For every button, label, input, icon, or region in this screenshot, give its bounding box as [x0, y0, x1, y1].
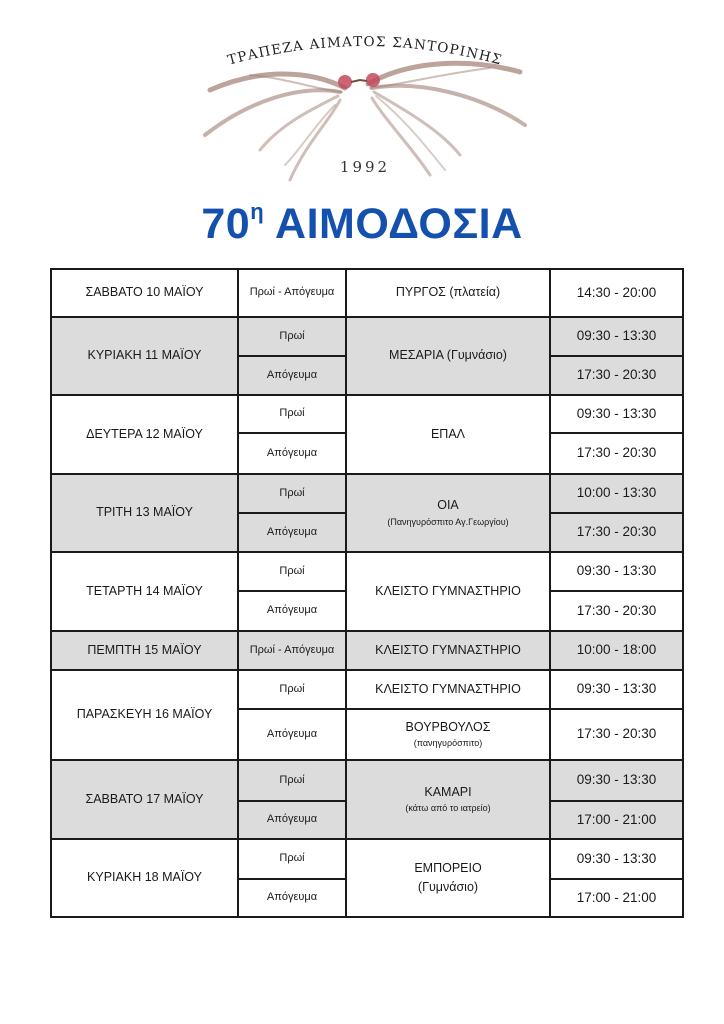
- time-cell: [549, 878, 684, 918]
- location-name: ΠΥΡΓΟΣ (πλατεία): [395, 285, 501, 300]
- location-cell: [345, 394, 551, 475]
- slot-cell: [237, 394, 347, 434]
- slot-label: Απόγευμα: [266, 525, 318, 538]
- slot-cell: [237, 708, 347, 761]
- slot-label: Πρωί: [279, 564, 305, 577]
- time-cell: [549, 708, 684, 761]
- slot-label: Απόγευμα: [266, 446, 318, 459]
- slot-cell: [237, 800, 347, 840]
- day-cell: [50, 838, 239, 918]
- day-cell: [50, 630, 239, 671]
- day-cell: [50, 759, 239, 840]
- logo-birds: [190, 30, 540, 195]
- location-name: ΟΙΑ: [437, 498, 459, 513]
- slot-cell: [237, 630, 347, 671]
- day-cell: [50, 551, 239, 632]
- time-label: 09:30 - 13:30: [576, 563, 657, 579]
- time-cell: [549, 512, 684, 553]
- slot-cell: [237, 512, 347, 553]
- day-label: ΠΕΜΠΤΗ 15 ΜΑΪΟΥ: [87, 642, 202, 657]
- location-cell: [345, 708, 551, 761]
- time-label: 17:30 - 20:30: [576, 726, 657, 742]
- time-cell: [549, 838, 684, 880]
- time-label: 17:30 - 20:30: [576, 445, 657, 461]
- time-cell: [549, 473, 684, 514]
- time-label: 17:00 - 21:00: [576, 811, 657, 827]
- slot-cell: [237, 838, 347, 880]
- day-label: ΠΑΡΑΣΚΕΥΗ 16 ΜΑΪΟΥ: [76, 707, 213, 722]
- day-label: ΔΕΥΤΕΡΑ 12 ΜΑΪΟΥ: [86, 426, 203, 441]
- location-cell: [345, 473, 551, 553]
- slot-cell: [237, 432, 347, 475]
- time-cell: [549, 432, 684, 475]
- slot-label: Απόγευμα: [266, 813, 318, 826]
- time-label: 17:30 - 20:30: [576, 524, 657, 540]
- day-label: ΤΕΤΑΡΤΗ 14 ΜΑΪΟΥ: [86, 583, 203, 598]
- time-cell: [549, 800, 684, 840]
- time-cell: [549, 394, 684, 434]
- time-cell: [549, 590, 684, 632]
- slot-cell: [237, 355, 347, 396]
- time-cell: [549, 355, 684, 396]
- bird-right-icon: [368, 63, 525, 175]
- time-label: 17:30 - 20:30: [576, 602, 657, 618]
- time-label: 09:30 - 13:30: [576, 681, 657, 697]
- slot-label: Πρωί - Απόγευμα: [249, 643, 335, 656]
- location-cell: [345, 551, 551, 632]
- slot-label: Πρωί: [279, 329, 305, 342]
- location-cell: [345, 630, 551, 671]
- time-label: 09:30 - 13:30: [576, 328, 657, 344]
- time-cell: [549, 268, 684, 318]
- day-label: ΚΥΡΙΑΚΗ 18 ΜΑΪΟΥ: [87, 870, 202, 885]
- day-cell: [50, 473, 239, 553]
- location-name: ΚΛΕΙΣΤΟ ΓΥΜΝΑΣΤΗΡΙΟ: [375, 681, 521, 696]
- location-name: ΚΛΕΙΣΤΟ ΓΥΜΝΑΣΤΗΡΙΟ: [375, 583, 521, 598]
- day-cell: [50, 316, 239, 396]
- location-name: ΕΠΑΛ: [430, 426, 466, 441]
- day-label: ΚΥΡΙΑΚΗ 11 ΜΑΪΟΥ: [87, 348, 202, 363]
- time-label: 09:30 - 13:30: [576, 772, 657, 788]
- location-note: (κάτω από το ιατρείο): [405, 803, 491, 814]
- time-label: 10:00 - 13:30: [576, 485, 657, 501]
- location-note: (πανηγυρόσπιτο): [413, 738, 483, 749]
- slot-cell: [237, 316, 347, 357]
- time-cell: [549, 630, 684, 671]
- day-cell: [50, 669, 239, 761]
- slot-cell: [237, 590, 347, 632]
- day-label: ΣΑΒΒΑΤΟ 17 ΜΑΪΟΥ: [85, 791, 204, 806]
- slot-label: Πρωί - Απόγευμα: [249, 286, 335, 299]
- time-label: 17:00 - 21:00: [576, 889, 657, 905]
- slot-label: Πρωί: [279, 486, 305, 499]
- time-label: 10:00 - 18:00: [576, 642, 657, 658]
- slot-cell: [237, 878, 347, 918]
- slot-label: Απόγευμα: [266, 727, 318, 740]
- page-title: $70^\eta$ ΑΙΜΟΔΟΣΙΑ: [201, 198, 523, 248]
- slot-cell: [237, 551, 347, 592]
- location-cell: [345, 316, 551, 396]
- time-cell: [549, 551, 684, 592]
- location-note: (Πανηγυρόσπιτο Αγ.Γεωργίου): [387, 516, 509, 527]
- location-note: (Γυμνάσιο): [417, 879, 479, 894]
- location-name: ΕΜΠΟΡΕΙΟ: [414, 860, 482, 875]
- time-label: 17:30 - 20:30: [576, 367, 657, 383]
- slot-label: Πρωί: [279, 407, 305, 420]
- location-name: ΒΟΥΡΒΟΥΛΟΣ: [405, 719, 491, 734]
- location-cell: [345, 759, 551, 840]
- slot-cell: [237, 268, 347, 318]
- time-cell: [549, 669, 684, 710]
- time-label: 09:30 - 13:30: [576, 405, 657, 421]
- slot-label: Απόγευμα: [266, 891, 318, 904]
- slot-cell: [237, 473, 347, 514]
- slot-label: Πρωί: [279, 773, 305, 786]
- location-cell: [345, 268, 551, 318]
- location-cell: [345, 669, 551, 710]
- slot-label: Πρωί: [279, 682, 305, 695]
- slot-label: Απόγευμα: [266, 604, 318, 617]
- time-cell: [549, 759, 684, 802]
- slot-label: Πρωί: [279, 852, 305, 865]
- org-name: ΤΡΑΠΕΖΑ ΑΙΜΑΤΟΣ ΣΑΝΤΟΡΙΝΗΣ: [225, 33, 505, 69]
- day-cell: [50, 268, 239, 318]
- day-label: ΤΡΙΤΗ 13 ΜΑΪΟΥ: [96, 505, 193, 520]
- slot-cell: [237, 669, 347, 710]
- time-label: 14:30 - 20:00: [576, 284, 657, 300]
- time-label: 09:30 - 13:30: [576, 850, 657, 866]
- bird-left-icon: [205, 74, 345, 180]
- slot-label: Απόγευμα: [266, 368, 318, 381]
- location-name: ΚΑΜΑΡΙ: [424, 784, 472, 799]
- location-name: ΜΕΣΑΡΙΑ (Γυμνάσιο): [389, 348, 507, 363]
- day-label: ΣΑΒΒΑΤΟ 10 ΜΑΪΟΥ: [85, 285, 204, 300]
- location-name: ΚΛΕΙΣΤΟ ΓΥΜΝΑΣΤΗΡΙΟ: [375, 642, 521, 657]
- day-cell: [50, 394, 239, 475]
- time-cell: [549, 316, 684, 357]
- slot-cell: [237, 759, 347, 802]
- location-cell: [345, 838, 551, 918]
- founding-year: 1992: [339, 158, 391, 176]
